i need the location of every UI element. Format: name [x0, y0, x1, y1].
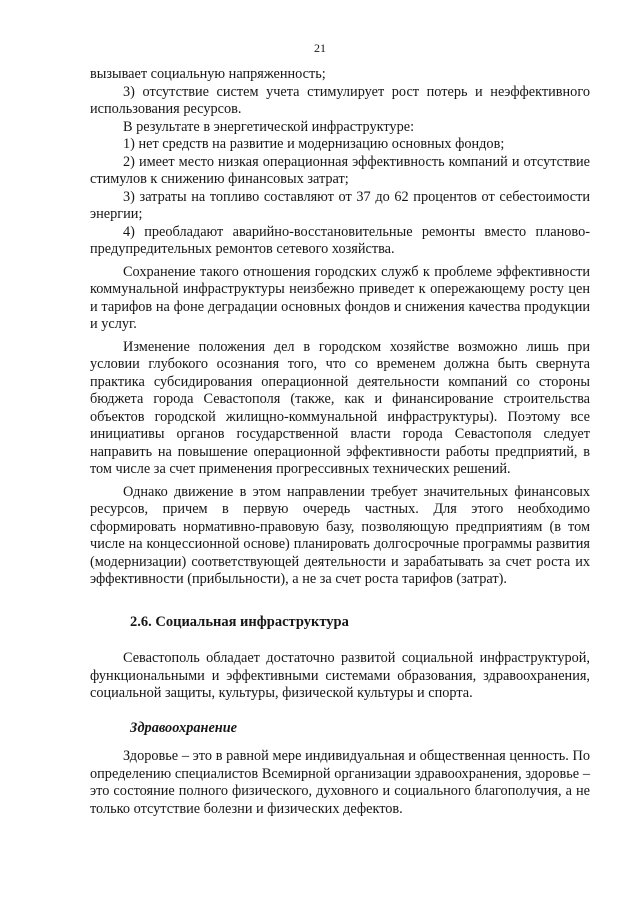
paragraph-energy-intro: В результате в энергетической инфраструктуре: [123, 118, 415, 135]
list-item-3: 3) отсутствие систем учета стимулирует рост потерь и неэффективного использования ресурсов. [90, 83, 590, 117]
paragraph-preservation: Сохранение такого отношения городских служб к проблеме эффективности коммунальной инфраструктуры неизбежно приведет к опережающему росту цен и тарифов на фоне деградации основных фондов и снижения качества продукции и услуг. [90, 263, 590, 332]
paragraph-however: Однако движение в этом направлении требует значительных финансовых ресурсов, причем в первую очередь частных. Для этого необходимо сформировать нормативно-правовую базу, позволяющую предприятиям (в том числе на концессионной основе) планировать долгосрочные программы развития (модернизации) соответствующей деятельности и зарабатывать за счет роста их эффективности (прибыльности), а не за счет роста тарифов (затрат). [90, 483, 590, 587]
paragraph-health: Здоровье – это в равной мере индивидуальная и общественная ценность. По определению специалистов Всемирной организации здравоохранения, здоровье – это состояние полного физического, духовного и социального благополучия, а не только отсутствие болезни и физических дефектов. [90, 748, 590, 817]
paragraph-continuation: вызывает социальную напряженность; [90, 66, 326, 82]
paragraph-change: Изменение положения дел в городском хозяйстве возможно лишь при условии глубокого осознания того, что со временем должна быть свернута практика субсидирования операционной деятельности компаний со стороны бюджета города Севастополя (также, как и финансирование строительства объектов городской жилищно-коммунальной инфраструктуры). Поэтому все инициативы органов государственной власти города Севастополя следует направить на повышение операционной эффективности работы предприятий, в том числе за счет применения прогрессивных технических решений. [90, 338, 590, 477]
paragraph-social: Севастополь обладает достаточно развитой социальной инфраструктурой, функциональными и эффективными системами образования, здравоохранения, социальной защиты, культуры, физической культуры и спорта. [90, 650, 590, 701]
section-heading: 2.6. Социальная инфраструктура [130, 613, 349, 630]
list-item-2: 2) имеет место низкая операционная эффективность компаний и отсутствие стимулов к снижению финансовых затрат; [90, 153, 590, 187]
subheading-healthcare: Здравоохранение [130, 719, 238, 736]
list-item-4: 4) преобладают аварийно-восстановительные ремонты вместо планово-предупредительных ремонтов сетевого хозяйства. [90, 223, 590, 257]
list-item-3b: 3) затраты на топливо составляют от 37 до 62 процентов от себестоимости энергии; [90, 188, 590, 222]
document-body [90, 66, 590, 818]
list-item-1: 1) нет средств на развитие и модернизацию основных фондов; [123, 136, 505, 152]
page-number: 21 [314, 41, 326, 55]
